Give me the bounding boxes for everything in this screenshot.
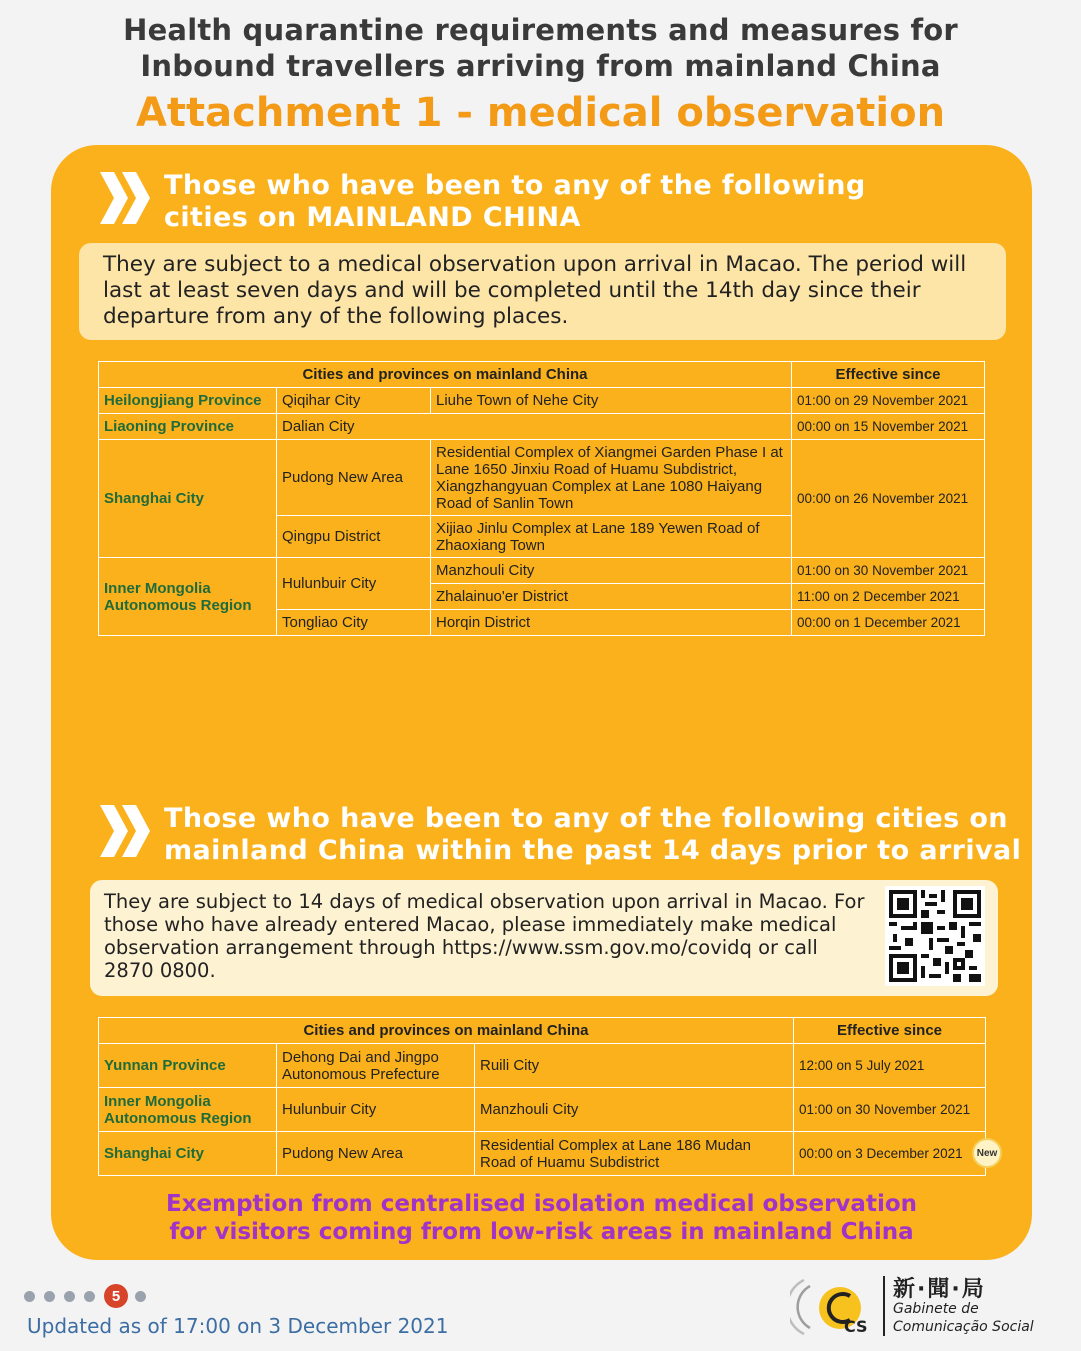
exemption-line1: Exemption from centralised isolation medical observation (165, 1191, 917, 1217)
table-header-effective: Effective since (792, 362, 985, 388)
page-dot[interactable] (84, 1291, 95, 1302)
page-indicator (24, 1284, 155, 1308)
table-row (99, 388, 985, 414)
table-header-row (99, 1018, 986, 1044)
logo-portuguese-line1: Gabinete de (893, 1301, 979, 1317)
effective-cell: 00:00 on 15 November 2021 (792, 414, 985, 440)
table-header-places: Cities and provinces on mainland China (99, 362, 792, 388)
area-cell: Horqin District (431, 610, 792, 636)
city-cell: Hulunbuir City (277, 1088, 475, 1132)
effective-cell: 12:00 on 5 July 2021 (794, 1044, 986, 1088)
double-chevron-icon (98, 803, 156, 859)
province-cell: Inner Mongolia Autonomous Region (99, 1088, 277, 1132)
province-cell: Shanghai City (99, 1132, 277, 1176)
effective-cell: 00:00 on 1 December 2021 (792, 610, 985, 636)
svg-text:CS: CS (844, 1317, 868, 1336)
page-dot[interactable] (24, 1291, 35, 1302)
section1-title (164, 170, 866, 234)
page-dot[interactable] (44, 1291, 55, 1302)
page-dot[interactable] (135, 1291, 146, 1302)
new-badge: New (972, 1138, 1002, 1168)
double-chevron-icon (98, 170, 156, 226)
area-cell: Residential Complex of Xiangmei Garden Phase I at Lane 1650 Jinxiu Road of Huamu Subdistrict, Xiangzhangyuan Complex at Lane 1080 Haiyang Road of Sanlin Town (431, 440, 792, 516)
page-dot-current[interactable]: 5 (104, 1284, 128, 1308)
section2-title-line2: mainland China within the past 14 days prior to arrival (164, 835, 1022, 866)
area-cell: Liuhe Town of Nehe City (431, 388, 792, 414)
updated-timestamp: Updated as of 17:00 on 3 December 2021 (27, 1314, 449, 1338)
section1-note: They are subject to a medical observation upon arrival in Macao. The period will last at least seven days and will be completed until the 14th day since their departure from any of the following places. (79, 243, 1006, 340)
province-cell: Shanghai City (99, 440, 277, 558)
page-subtitle: Attachment 1 - medical observation (135, 90, 946, 136)
table-header-row (99, 362, 985, 388)
table-row (99, 1088, 986, 1132)
section1-heading (98, 170, 866, 234)
city-cell: Pudong New Area (277, 440, 431, 516)
area-cell: Zhalainuo'er District (431, 584, 792, 610)
city-cell: Qiqihar City (277, 388, 431, 414)
province-cell: Heilongjiang Province (99, 388, 277, 414)
section2-title (164, 803, 1021, 867)
table-header-places: Cities and provinces on mainland China (99, 1018, 794, 1044)
logo-portuguese-line2: Comunicação Social (893, 1319, 1034, 1335)
logo-chinese: 新·聞·局 (893, 1277, 986, 1302)
area-cell: Residential Complex at Lane 186 Mudan Road of Huamu Subdistrict (475, 1132, 794, 1176)
table-row (99, 1044, 986, 1088)
logo-divider (883, 1276, 885, 1336)
page-title (0, 12, 1081, 84)
table-row (99, 414, 985, 440)
section2-heading (98, 803, 1021, 867)
section2-table (98, 1017, 986, 1176)
area-cell: Manzhouli City (475, 1088, 794, 1132)
page-dot[interactable] (64, 1291, 75, 1302)
section1-title-line1: Those who have been to any of the following (164, 170, 866, 201)
section1-title-line2: cities on MAINLAND CHINA (164, 202, 581, 233)
effective-cell: 00:00 on 26 November 2021 (792, 440, 985, 558)
section1-table (98, 361, 985, 636)
effective-cell: 01:00 on 30 November 2021 (794, 1088, 986, 1132)
gcs-emblem-icon (790, 1270, 882, 1344)
page-title-line2: Inbound travellers arriving from mainland China (140, 49, 941, 83)
city-cell: Dalian City (277, 414, 792, 440)
section2-note: They are subject to 14 days of medical observation upon arrival in Macao. For those who have already entered Macao, please immediately make medical observation arrangement through https://www.ssm.gov.mo/covidq or call 2870 0800. (90, 880, 998, 996)
exemption-line2: for visitors coming from low-risk areas in mainland China (169, 1219, 914, 1245)
table-row (99, 1132, 986, 1176)
city-cell: Dehong Dai and Jingpo Autonomous Prefecture (277, 1044, 475, 1088)
gcs-logo (790, 1270, 1060, 1344)
province-cell: Inner Mongolia Autonomous Region (99, 558, 277, 636)
table-row (99, 440, 985, 516)
exemption-link[interactable] (51, 1190, 1032, 1246)
city-cell: Tongliao City (277, 610, 431, 636)
effective-cell: 11:00 on 2 December 2021 (792, 584, 985, 610)
area-cell: Manzhouli City (431, 558, 792, 584)
effective-cell: 00:00 on 3 December 2021 (794, 1132, 986, 1176)
qr-code-icon[interactable] (885, 886, 985, 986)
table-header-effective: Effective since (794, 1018, 986, 1044)
page-title-line1: Health quarantine requirements and measures for (123, 13, 958, 47)
province-cell: Yunnan Province (99, 1044, 277, 1088)
area-cell: Ruili City (475, 1044, 794, 1088)
city-cell: Pudong New Area (277, 1132, 475, 1176)
area-cell: Xijiao Jinlu Complex at Lane 189 Yewen Road of Zhaoxiang Town (431, 516, 792, 558)
city-cell: Qingpu District (277, 516, 431, 558)
effective-cell: 01:00 on 30 November 2021 (792, 558, 985, 584)
effective-cell: 01:00 on 29 November 2021 (792, 388, 985, 414)
city-cell: Hulunbuir City (277, 558, 431, 610)
province-cell: Liaoning Province (99, 414, 277, 440)
table-row (99, 558, 985, 584)
section2-title-line1: Those who have been to any of the following cities on (164, 803, 1008, 834)
